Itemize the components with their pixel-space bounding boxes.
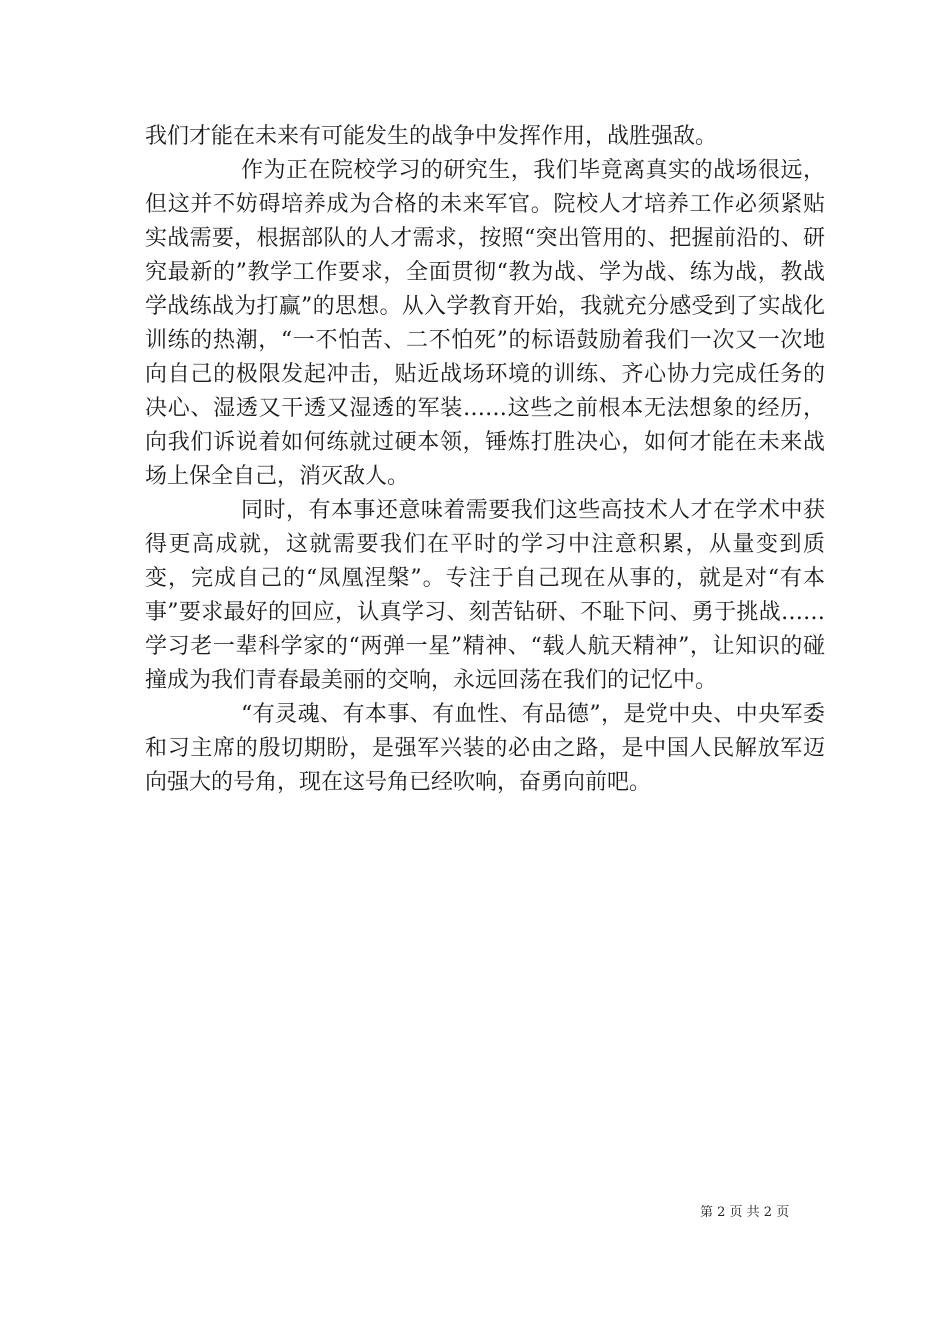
document-body xyxy=(145,120,825,800)
paragraph-training: 作为正在院校学习的研究生，我们毕竟离真实的战场很远，但这并不妨碍培养成为合格的未来军官。院校人才培养工作必须紧贴实战需要，根据部队的人才需求，按照“突出管用的、把握前沿的、研究最新的”教学工作要求，全面贯彻“教为战、学为战、练为战，教战学战练战为打赢”的思想。从入学教育开始，我就充分感受到了实战化训练的热潮，“一不怕苦、二不怕死”的标语鼓励着我们一次又一次地向自己的极限发起冲击，贴近战场环境的训练、齐心协力完成任务的决心、湿透又干透又湿透的军装……这些之前根本无法想象的经历，向我们诉说着如何练就过硬本领，锤炼打胜决心，如何才能在未来战场上保全自己，消灭敌人。 xyxy=(145,158,825,489)
paragraph-academic: 同时，有本事还意味着需要我们这些高技术人才在学术中获得更高成就，这就需要我们在平时的学习中注意积累，从量变到质变，完成自己的“凤凰涅槃”。专注于自己现在从事的，就是对“有本事”要求最好的回应，认真学习、刻苦钻研、不耻下问、勇于挑战……学习老一辈科学家的“两弹一星”精神、“载人航天精神”，让知识的碰撞成为我们青春最美丽的交响，永远回荡在我们的记忆中。 xyxy=(145,498,825,693)
page-number-footer: 第 2 页 共 2 页 xyxy=(700,1205,790,1220)
paragraph-conclusion: “有灵魂、有本事、有血性、有品德”，是党中央、中央军委和习主席的殷切期盼，是强军兴装的必由之路，是中国人民解放军迈向强大的号角，现在这号角已经吹响，奋勇向前吧。 xyxy=(145,702,825,795)
paragraph-continuation: 我们才能在未来有可能发生的战争中发挥作用，战胜强敌。 xyxy=(145,124,718,149)
